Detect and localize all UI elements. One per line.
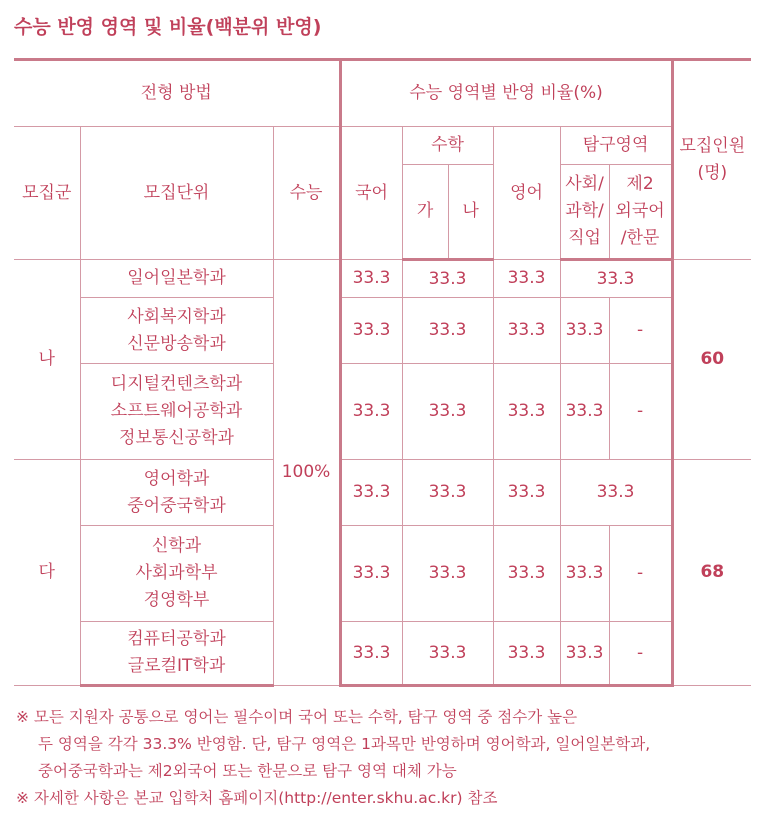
unit-names: 컴퓨터공학과 글로컬IT학과 bbox=[127, 629, 226, 676]
english-value: 33.3 bbox=[493, 622, 560, 686]
header-ratio: 수능 영역별 반영 비율(%) bbox=[340, 60, 672, 127]
social-value: 33.3 bbox=[560, 298, 609, 364]
header-math-na: 나 bbox=[448, 165, 493, 260]
unit-names: 디지털컨텐츠학과 소프트웨어공학과 정보통신공학과 bbox=[110, 374, 243, 448]
english-value: 33.3 bbox=[493, 260, 560, 298]
inquiry-social-label: 사회/ 과학/ 직업 bbox=[565, 174, 604, 248]
english-value: 33.3 bbox=[493, 298, 560, 364]
unit-names: 신학과 사회과학부 경영학부 bbox=[135, 536, 218, 610]
math-value: 33.3 bbox=[402, 260, 493, 298]
header-unit: 모집단위 bbox=[80, 127, 273, 260]
footnotes bbox=[16, 704, 650, 812]
table-row-unit bbox=[80, 526, 273, 622]
recruit-count-na: 60 bbox=[672, 260, 751, 460]
foreign-value: - bbox=[609, 526, 672, 622]
social-value: 33.3 bbox=[560, 526, 609, 622]
table-row-unit bbox=[80, 460, 273, 526]
header-english: 영어 bbox=[493, 127, 560, 260]
foreign-value: - bbox=[609, 622, 672, 686]
korean-value: 33.3 bbox=[340, 298, 402, 364]
header-math: 수학 bbox=[402, 127, 493, 165]
header-recruit-count bbox=[672, 60, 751, 260]
recruit-count-label: 모집인원 (명) bbox=[679, 136, 746, 183]
header-group: 모집군 bbox=[14, 127, 80, 260]
korean-value: 33.3 bbox=[340, 460, 402, 526]
header-inquiry: 탐구영역 bbox=[560, 127, 672, 165]
foreign-value: - bbox=[609, 298, 672, 364]
header-korean: 국어 bbox=[340, 127, 402, 260]
korean-value: 33.3 bbox=[340, 260, 402, 298]
unit-names: 영어학과 중어중국학과 bbox=[127, 468, 226, 516]
suneung-percent: 100% bbox=[273, 260, 340, 686]
recruit-count-da: 68 bbox=[672, 460, 751, 686]
table-row-unit: 일어일본학과 bbox=[80, 260, 273, 298]
english-value: 33.3 bbox=[493, 364, 560, 460]
korean-value: 33.3 bbox=[340, 622, 402, 686]
table-row-unit bbox=[80, 298, 273, 364]
page-title: 수능 반영 영역 및 비율(백분위 반영) bbox=[14, 16, 322, 38]
unit-names: 사회복지학과 신문방송학과 bbox=[127, 306, 226, 354]
table-row-unit bbox=[80, 622, 273, 686]
group-na: 나 bbox=[14, 260, 80, 460]
english-value: 33.3 bbox=[493, 526, 560, 622]
social-value: 33.3 bbox=[560, 364, 609, 460]
korean-value: 33.3 bbox=[340, 526, 402, 622]
english-value: 33.3 bbox=[493, 460, 560, 526]
header-inquiry-foreign bbox=[609, 165, 672, 260]
inquiry-value: 33.3 bbox=[560, 460, 672, 526]
math-value: 33.3 bbox=[402, 364, 493, 460]
suneung-ratio-table bbox=[14, 58, 751, 687]
table-row-unit bbox=[80, 364, 273, 460]
korean-value: 33.3 bbox=[340, 364, 402, 460]
math-value: 33.3 bbox=[402, 526, 493, 622]
header-suneung: 수능 bbox=[273, 127, 340, 260]
math-value: 33.3 bbox=[402, 298, 493, 364]
note-1-line-1: ※ 모든 지원자 공통으로 영어는 필수이며 국어 또는 수학, 탐구 영역 중 점수가 높은 bbox=[16, 708, 578, 726]
note-2: ※ 자세한 사항은 본교 입학처 홈페이지(http://enter.skhu.ac.kr) 참조 bbox=[16, 789, 498, 807]
foreign-value: - bbox=[609, 364, 672, 460]
note-1-line-3: 중어중국학과는 제2외국어 또는 한문으로 탐구 영역 대체 가능 bbox=[38, 762, 457, 780]
header-inquiry-social bbox=[560, 165, 609, 260]
header-math-ga: 가 bbox=[402, 165, 448, 260]
math-value: 33.3 bbox=[402, 460, 493, 526]
header-method: 전형 방법 bbox=[14, 60, 340, 127]
math-value: 33.3 bbox=[402, 622, 493, 686]
group-da: 다 bbox=[14, 460, 80, 686]
note-1-line-2: 두 영역을 각각 33.3% 반영함. 단, 탐구 영역은 1과목만 반영하며 영어학과, 일어일본학과, bbox=[38, 735, 651, 753]
social-value: 33.3 bbox=[560, 622, 609, 686]
inquiry-value: 33.3 bbox=[560, 260, 672, 298]
inquiry-foreign-label: 제2 외국어 /한문 bbox=[615, 174, 665, 248]
